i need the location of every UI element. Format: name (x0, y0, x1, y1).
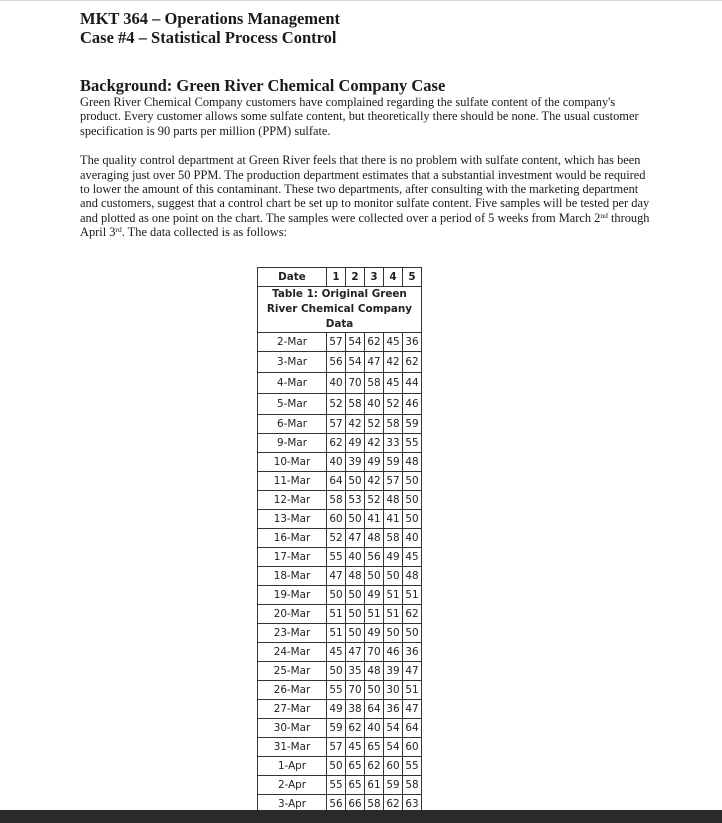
sample-value-cell: 41 (384, 510, 403, 529)
date-cell: 17-Mar (258, 548, 327, 567)
sample-value-cell: 50 (365, 681, 384, 700)
sample-value-cell: 47 (403, 662, 422, 681)
sample-value-cell: 59 (384, 453, 403, 472)
sample-value-cell: 62 (384, 795, 403, 814)
date-cell: 5-Mar (258, 394, 327, 415)
sample-value-cell: 60 (403, 738, 422, 757)
sample-value-cell: 55 (327, 548, 346, 567)
sample-value-cell: 70 (365, 643, 384, 662)
sample-value-cell: 45 (346, 738, 365, 757)
sample-value-cell: 55 (327, 776, 346, 795)
sample-value-cell: 41 (365, 510, 384, 529)
course-title: MKT 364 – Operations Management (80, 9, 341, 28)
table-caption-section (258, 287, 422, 333)
sample-value-cell: 50 (365, 567, 384, 586)
column-header-sample-2: 2 (346, 268, 365, 287)
sample-value-cell: 50 (346, 586, 365, 605)
sample-value-cell: 58 (327, 491, 346, 510)
date-cell: 27-Mar (258, 700, 327, 719)
sample-value-cell: 50 (403, 472, 422, 491)
table-row (258, 394, 422, 415)
sample-value-cell: 42 (365, 472, 384, 491)
table-row (258, 567, 422, 586)
sample-value-cell: 65 (346, 757, 365, 776)
sample-value-cell: 64 (403, 719, 422, 738)
sample-value-cell: 57 (327, 738, 346, 757)
sample-value-cell: 50 (403, 624, 422, 643)
date-cell: 26-Mar (258, 681, 327, 700)
sample-value-cell: 36 (384, 700, 403, 719)
sample-value-cell: 46 (403, 394, 422, 415)
sample-value-cell: 49 (346, 434, 365, 453)
sample-value-cell: 50 (403, 491, 422, 510)
sample-value-cell: 57 (327, 333, 346, 352)
sample-value-cell: 64 (327, 472, 346, 491)
date-cell: 2-Mar (258, 333, 327, 352)
table-caption: Table 1: Original Green River Chemical Company Data (258, 287, 422, 333)
sample-value-cell: 58 (346, 394, 365, 415)
table-header (258, 268, 422, 287)
sample-value-cell: 52 (365, 415, 384, 434)
sample-value-cell: 45 (384, 373, 403, 394)
sample-value-cell: 52 (327, 394, 346, 415)
sample-value-cell: 33 (384, 434, 403, 453)
sample-value-cell: 62 (403, 605, 422, 624)
sample-value-cell: 50 (346, 472, 365, 491)
sample-value-cell: 38 (346, 700, 365, 719)
table-row (258, 605, 422, 624)
sample-value-cell: 46 (384, 643, 403, 662)
sample-value-cell: 51 (384, 586, 403, 605)
sample-value-cell: 42 (365, 434, 384, 453)
date-cell: 31-Mar (258, 738, 327, 757)
sample-value-cell: 51 (365, 605, 384, 624)
sample-value-cell: 51 (327, 624, 346, 643)
date-cell: 1-Apr (258, 757, 327, 776)
sample-value-cell: 47 (403, 700, 422, 719)
sample-value-cell: 53 (346, 491, 365, 510)
table-row (258, 719, 422, 738)
table-row (258, 453, 422, 472)
sample-value-cell: 64 (365, 700, 384, 719)
page-top-border (0, 0, 722, 1)
sample-value-cell: 70 (346, 373, 365, 394)
table-row (258, 529, 422, 548)
sample-value-cell: 47 (327, 567, 346, 586)
sample-value-cell: 56 (327, 795, 346, 814)
sample-value-cell: 59 (327, 719, 346, 738)
table-row (258, 586, 422, 605)
sample-value-cell: 55 (403, 757, 422, 776)
sample-value-cell: 48 (403, 453, 422, 472)
sample-value-cell: 51 (384, 605, 403, 624)
paragraph-2-lead: The quality control department at Green River feels that there is no problem with sulfate content, which has been averaging just over 50 PPM. The production department estimates that a substantial investment would be required to lower the amount of this contaminant. These two departments, after consulting with the marketing department and customers, suggest that a control chart be set up to monitor sulfate content. Five samples will be tested per day and plotted as one point on the chart. The samples were collected over a period of 5 weeks from March 2 (80, 153, 650, 225)
date-cell: 18-Mar (258, 567, 327, 586)
table-row (258, 373, 422, 394)
sample-value-cell: 50 (346, 624, 365, 643)
sample-value-cell: 47 (346, 529, 365, 548)
date-cell: 11-Mar (258, 472, 327, 491)
table-body (258, 333, 422, 814)
sample-value-cell: 56 (365, 548, 384, 567)
sample-value-cell: 40 (327, 373, 346, 394)
sample-value-cell: 54 (346, 352, 365, 373)
sample-value-cell: 50 (327, 662, 346, 681)
sample-value-cell: 62 (403, 352, 422, 373)
background-paragraph-1: Green River Chemical Company customers have complained regarding the sulfate content of the company's product. Every customer allows some sulfate content, but theoretically there should be none. The usual customer specification is 90 parts per million (PPM) sulfate. (80, 95, 639, 138)
sample-value-cell: 59 (403, 415, 422, 434)
sample-value-cell: 58 (403, 776, 422, 795)
table-row (258, 643, 422, 662)
table-row (258, 415, 422, 434)
column-header-date: Date (258, 268, 327, 287)
sample-value-cell: 50 (403, 510, 422, 529)
paragraph-2-tail: . The data collected is as follows: (121, 225, 287, 240)
sample-value-cell: 57 (384, 472, 403, 491)
sample-value-cell: 35 (346, 662, 365, 681)
sample-value-cell: 44 (403, 373, 422, 394)
date-cell: 10-Mar (258, 453, 327, 472)
sample-value-cell: 42 (384, 352, 403, 373)
sample-value-cell: 58 (365, 373, 384, 394)
date-cell: 2-Apr (258, 776, 327, 795)
sample-value-cell: 51 (327, 605, 346, 624)
sample-value-cell: 61 (365, 776, 384, 795)
sample-value-cell: 55 (327, 681, 346, 700)
column-header-sample-1: 1 (327, 268, 346, 287)
sample-value-cell: 62 (327, 434, 346, 453)
sample-value-cell: 47 (365, 352, 384, 373)
sample-value-cell: 50 (346, 605, 365, 624)
paragraph-2-mid: through April 3 (80, 210, 650, 240)
background-heading: Background: Green River Chemical Company Case (80, 76, 446, 95)
superscript-nd: nd (600, 210, 608, 220)
sample-value-cell: 62 (365, 757, 384, 776)
sample-value-cell: 50 (384, 567, 403, 586)
sample-value-cell: 52 (327, 529, 346, 548)
column-header-sample-5: 5 (403, 268, 422, 287)
sample-value-cell: 45 (327, 643, 346, 662)
sample-value-cell: 52 (365, 491, 384, 510)
sample-value-cell: 49 (365, 586, 384, 605)
sample-value-cell: 50 (384, 624, 403, 643)
table-row (258, 624, 422, 643)
sample-value-cell: 58 (365, 795, 384, 814)
table-row (258, 472, 422, 491)
sample-value-cell: 54 (384, 738, 403, 757)
column-header-sample-4: 4 (384, 268, 403, 287)
date-cell: 23-Mar (258, 624, 327, 643)
sample-value-cell: 45 (384, 333, 403, 352)
date-cell: 12-Mar (258, 491, 327, 510)
sample-value-cell: 58 (384, 529, 403, 548)
case-title: Case #4 – Statistical Process Control (80, 28, 337, 47)
sample-value-cell: 48 (365, 529, 384, 548)
date-cell: 30-Mar (258, 719, 327, 738)
date-cell: 20-Mar (258, 605, 327, 624)
sample-value-cell: 52 (384, 394, 403, 415)
sample-value-cell: 36 (403, 643, 422, 662)
sample-value-cell: 40 (403, 529, 422, 548)
table-row (258, 352, 422, 373)
sample-value-cell: 40 (327, 453, 346, 472)
sample-value-cell: 36 (403, 333, 422, 352)
sample-value-cell: 70 (346, 681, 365, 700)
sample-value-cell: 40 (365, 719, 384, 738)
sample-value-cell: 39 (346, 453, 365, 472)
table-row (258, 491, 422, 510)
sample-value-cell: 51 (403, 681, 422, 700)
date-cell: 3-Apr (258, 795, 327, 814)
sample-value-cell: 40 (365, 394, 384, 415)
date-cell: 13-Mar (258, 510, 327, 529)
page-bottom-bar (0, 810, 722, 823)
document-body (80, 9, 650, 240)
sample-value-cell: 62 (346, 719, 365, 738)
sample-value-cell: 65 (346, 776, 365, 795)
sample-value-cell: 49 (327, 700, 346, 719)
date-cell: 24-Mar (258, 643, 327, 662)
date-cell: 16-Mar (258, 529, 327, 548)
sample-value-cell: 63 (403, 795, 422, 814)
sample-value-cell: 54 (384, 719, 403, 738)
sample-value-cell: 48 (384, 491, 403, 510)
background-paragraph-2 (80, 153, 650, 239)
sample-value-cell: 50 (327, 757, 346, 776)
sample-value-cell: 62 (365, 333, 384, 352)
table-row (258, 662, 422, 681)
sample-value-cell: 49 (384, 548, 403, 567)
date-cell: 9-Mar (258, 434, 327, 453)
table-row (258, 776, 422, 795)
table-row (258, 548, 422, 567)
sample-value-cell: 65 (365, 738, 384, 757)
sample-value-cell: 60 (327, 510, 346, 529)
sample-value-cell: 45 (403, 548, 422, 567)
sulfate-data-table (257, 267, 422, 814)
sample-value-cell: 51 (403, 586, 422, 605)
date-cell: 25-Mar (258, 662, 327, 681)
sample-value-cell: 56 (327, 352, 346, 373)
table-row (258, 333, 422, 352)
date-cell: 6-Mar (258, 415, 327, 434)
sample-value-cell: 42 (346, 415, 365, 434)
sample-value-cell: 57 (327, 415, 346, 434)
sample-value-cell: 66 (346, 795, 365, 814)
table-row (258, 681, 422, 700)
sample-value-cell: 48 (365, 662, 384, 681)
table-row (258, 434, 422, 453)
sample-value-cell: 47 (346, 643, 365, 662)
table-row (258, 738, 422, 757)
table-row (258, 757, 422, 776)
superscript-rd: rd (115, 225, 122, 235)
sample-value-cell: 49 (365, 624, 384, 643)
sample-value-cell: 59 (384, 776, 403, 795)
sample-value-cell: 48 (346, 567, 365, 586)
sample-value-cell: 48 (403, 567, 422, 586)
table-row (258, 510, 422, 529)
sample-value-cell: 50 (327, 586, 346, 605)
sample-value-cell: 49 (365, 453, 384, 472)
table-row (258, 700, 422, 719)
sample-value-cell: 30 (384, 681, 403, 700)
sample-value-cell: 58 (384, 415, 403, 434)
date-cell: 19-Mar (258, 586, 327, 605)
column-header-sample-3: 3 (365, 268, 384, 287)
sample-value-cell: 60 (384, 757, 403, 776)
sample-value-cell: 50 (346, 510, 365, 529)
sample-value-cell: 54 (346, 333, 365, 352)
sample-value-cell: 39 (384, 662, 403, 681)
sample-value-cell: 40 (346, 548, 365, 567)
date-cell: 3-Mar (258, 352, 327, 373)
sample-value-cell: 55 (403, 434, 422, 453)
date-cell: 4-Mar (258, 373, 327, 394)
